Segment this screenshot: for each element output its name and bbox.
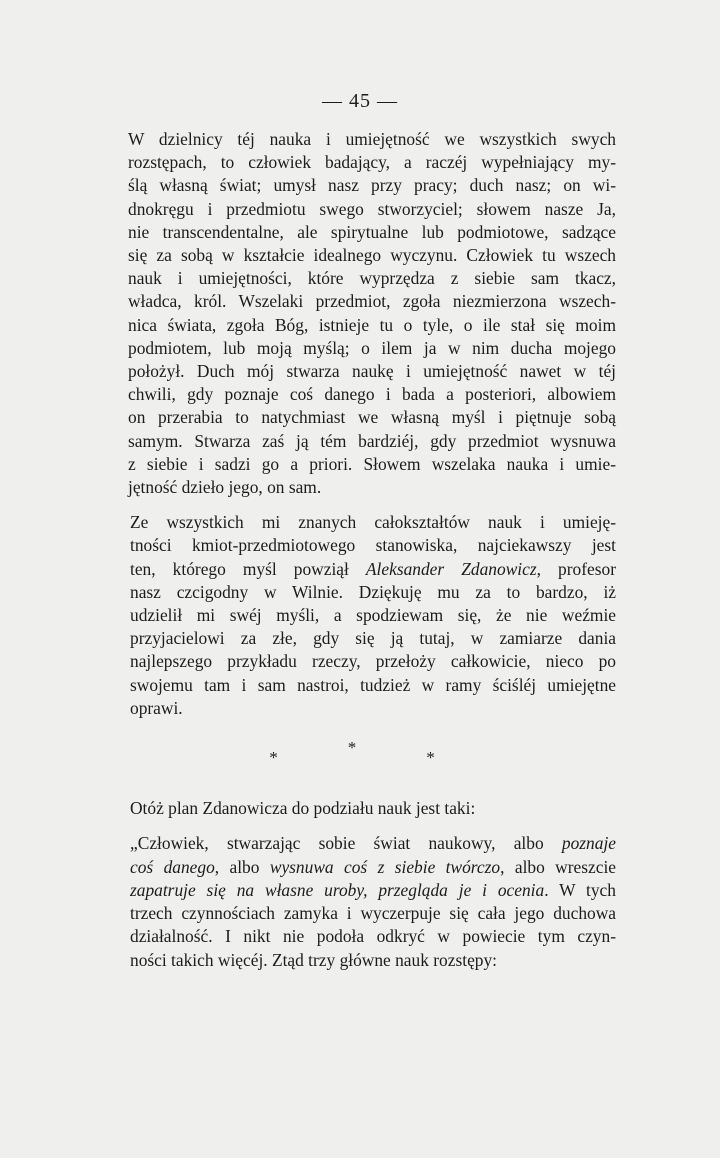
text-line: położył. Duch mój stwarza naukę i umiejętność nawet w téj [128,361,616,382]
text-line [88,558,616,581]
author-name: Aleksander Zdanowicz [365,558,537,579]
text-line: on przerabia to natychmiast we własną myśl i piętnuje sobą [128,407,616,428]
text-fragment: , albo wreszcie [500,856,616,877]
text-line: dnokręgu i przedmiotu swego stworzyciel; słowem nasze Ja, [128,198,616,219]
text-line [88,879,616,902]
emphasis: wysnuwa coś z siebie twórczo [269,856,501,877]
emphasis: poznaje [561,833,616,854]
text-line: władca, król. Wszelaki przedmiot, zgoła niezmierzona wszech- [128,291,616,312]
paragraph-3 [88,797,616,820]
page-number: — 45 — [322,90,398,112]
text-line: trzech czynnościach zamyka i wyczerpuje się cała jego duchowa [130,903,616,924]
text-fragment: . W tych [544,879,616,900]
text-line: nauk i umiejętności, które wyprzędza z siebie sam tkacz, [128,268,616,289]
text-line [88,832,616,855]
text-line: nasz czcigodny w Wilnie. Dziękuję mu za to bardzo, iż [130,581,616,602]
asterisk: * [347,738,357,758]
text-line: przyjacielowi za złe, gdy się ją tutaj, w zamiarze dania [130,628,616,649]
text-line: ślą własną świat; umysł nasz przy pracy; duch nasz; on wi- [128,175,616,196]
emphasis: coś danego [130,856,215,877]
text-line: się za sobą w kształcie idealnego wyczynu. Człowiek tu wszech [128,245,616,266]
text-line: najlepszego przykładu rzeczy, przełoży całkowicie, nieco po [130,651,616,672]
asterisk: * [269,748,278,768]
text-fragment: „Człowiek, stwarzając sobie świat naukowy, albo [130,833,562,854]
text-line: działalność. I nikt nie podoła odkryć w powiecie tym czyn- [130,926,616,947]
text-line: jętność dzieło jego, on sam. [128,477,322,498]
paragraph-2 [88,511,616,720]
section-separator [88,738,616,769]
text-line [88,856,616,879]
text-line: rozstępach, to człowiek badający, a raczéj wypełniający my- [128,152,616,173]
paragraph-4 [88,832,616,971]
text-line: oprawi. [130,697,183,718]
text-line: ności takich więcéj. Ztąd trzy główne nauk rozstępy: [130,949,498,970]
text-fragment: , albo [214,856,270,877]
text-line: Ze wszystkich mi znanych całokształtów nauk i umieję- [130,512,616,533]
text-line: Otóż plan Zdanowicza do podziału nauk jest taki: [130,798,476,819]
text-line: udzielił mi swéj myśli, a spodziewam się, że nie weźmie [130,605,616,626]
emphasis: zapatruje się na własne uroby, przegląda je i ocenia [130,879,545,900]
text-line: swojemu tam i sam nastroi, tudzież w ramy ściśléj umiejętne [130,674,616,695]
text-line: samym. Stwarza zaś ją tém bardziéj, gdy przedmiot wysnuwa [128,430,616,451]
text-line: z siebie i sadzi go a priori. Słowem wszelaka nauka i umie- [128,453,616,474]
text-fragment: ten, którego myśl powziął [130,558,366,579]
text-fragment: , profesor [536,558,616,579]
text-line: chwili, gdy poznaje coś danego i bada a posteriori, albowiem [128,384,616,405]
asterisk: * [426,748,435,768]
page-text [88,128,616,972]
text-line: nica świata, zgoła Bóg, istnieje tu o tyle, o ile stał się moim [128,314,616,335]
paragraph-1 [88,128,616,499]
text-line: W dzielnicy téj nauka i umiejętność we wszystkich swych [128,129,616,149]
text-line: podmiotem, lub moją myślą; o ilem ja w nim ducha mojego [128,337,616,358]
text-line: tności kmiot-przedmiotowego stanowiska, najciekawszy jest [130,535,616,556]
text-line: nie transcendentalne, ale spirytualne lub podmiotowe, sadzące [128,221,616,242]
